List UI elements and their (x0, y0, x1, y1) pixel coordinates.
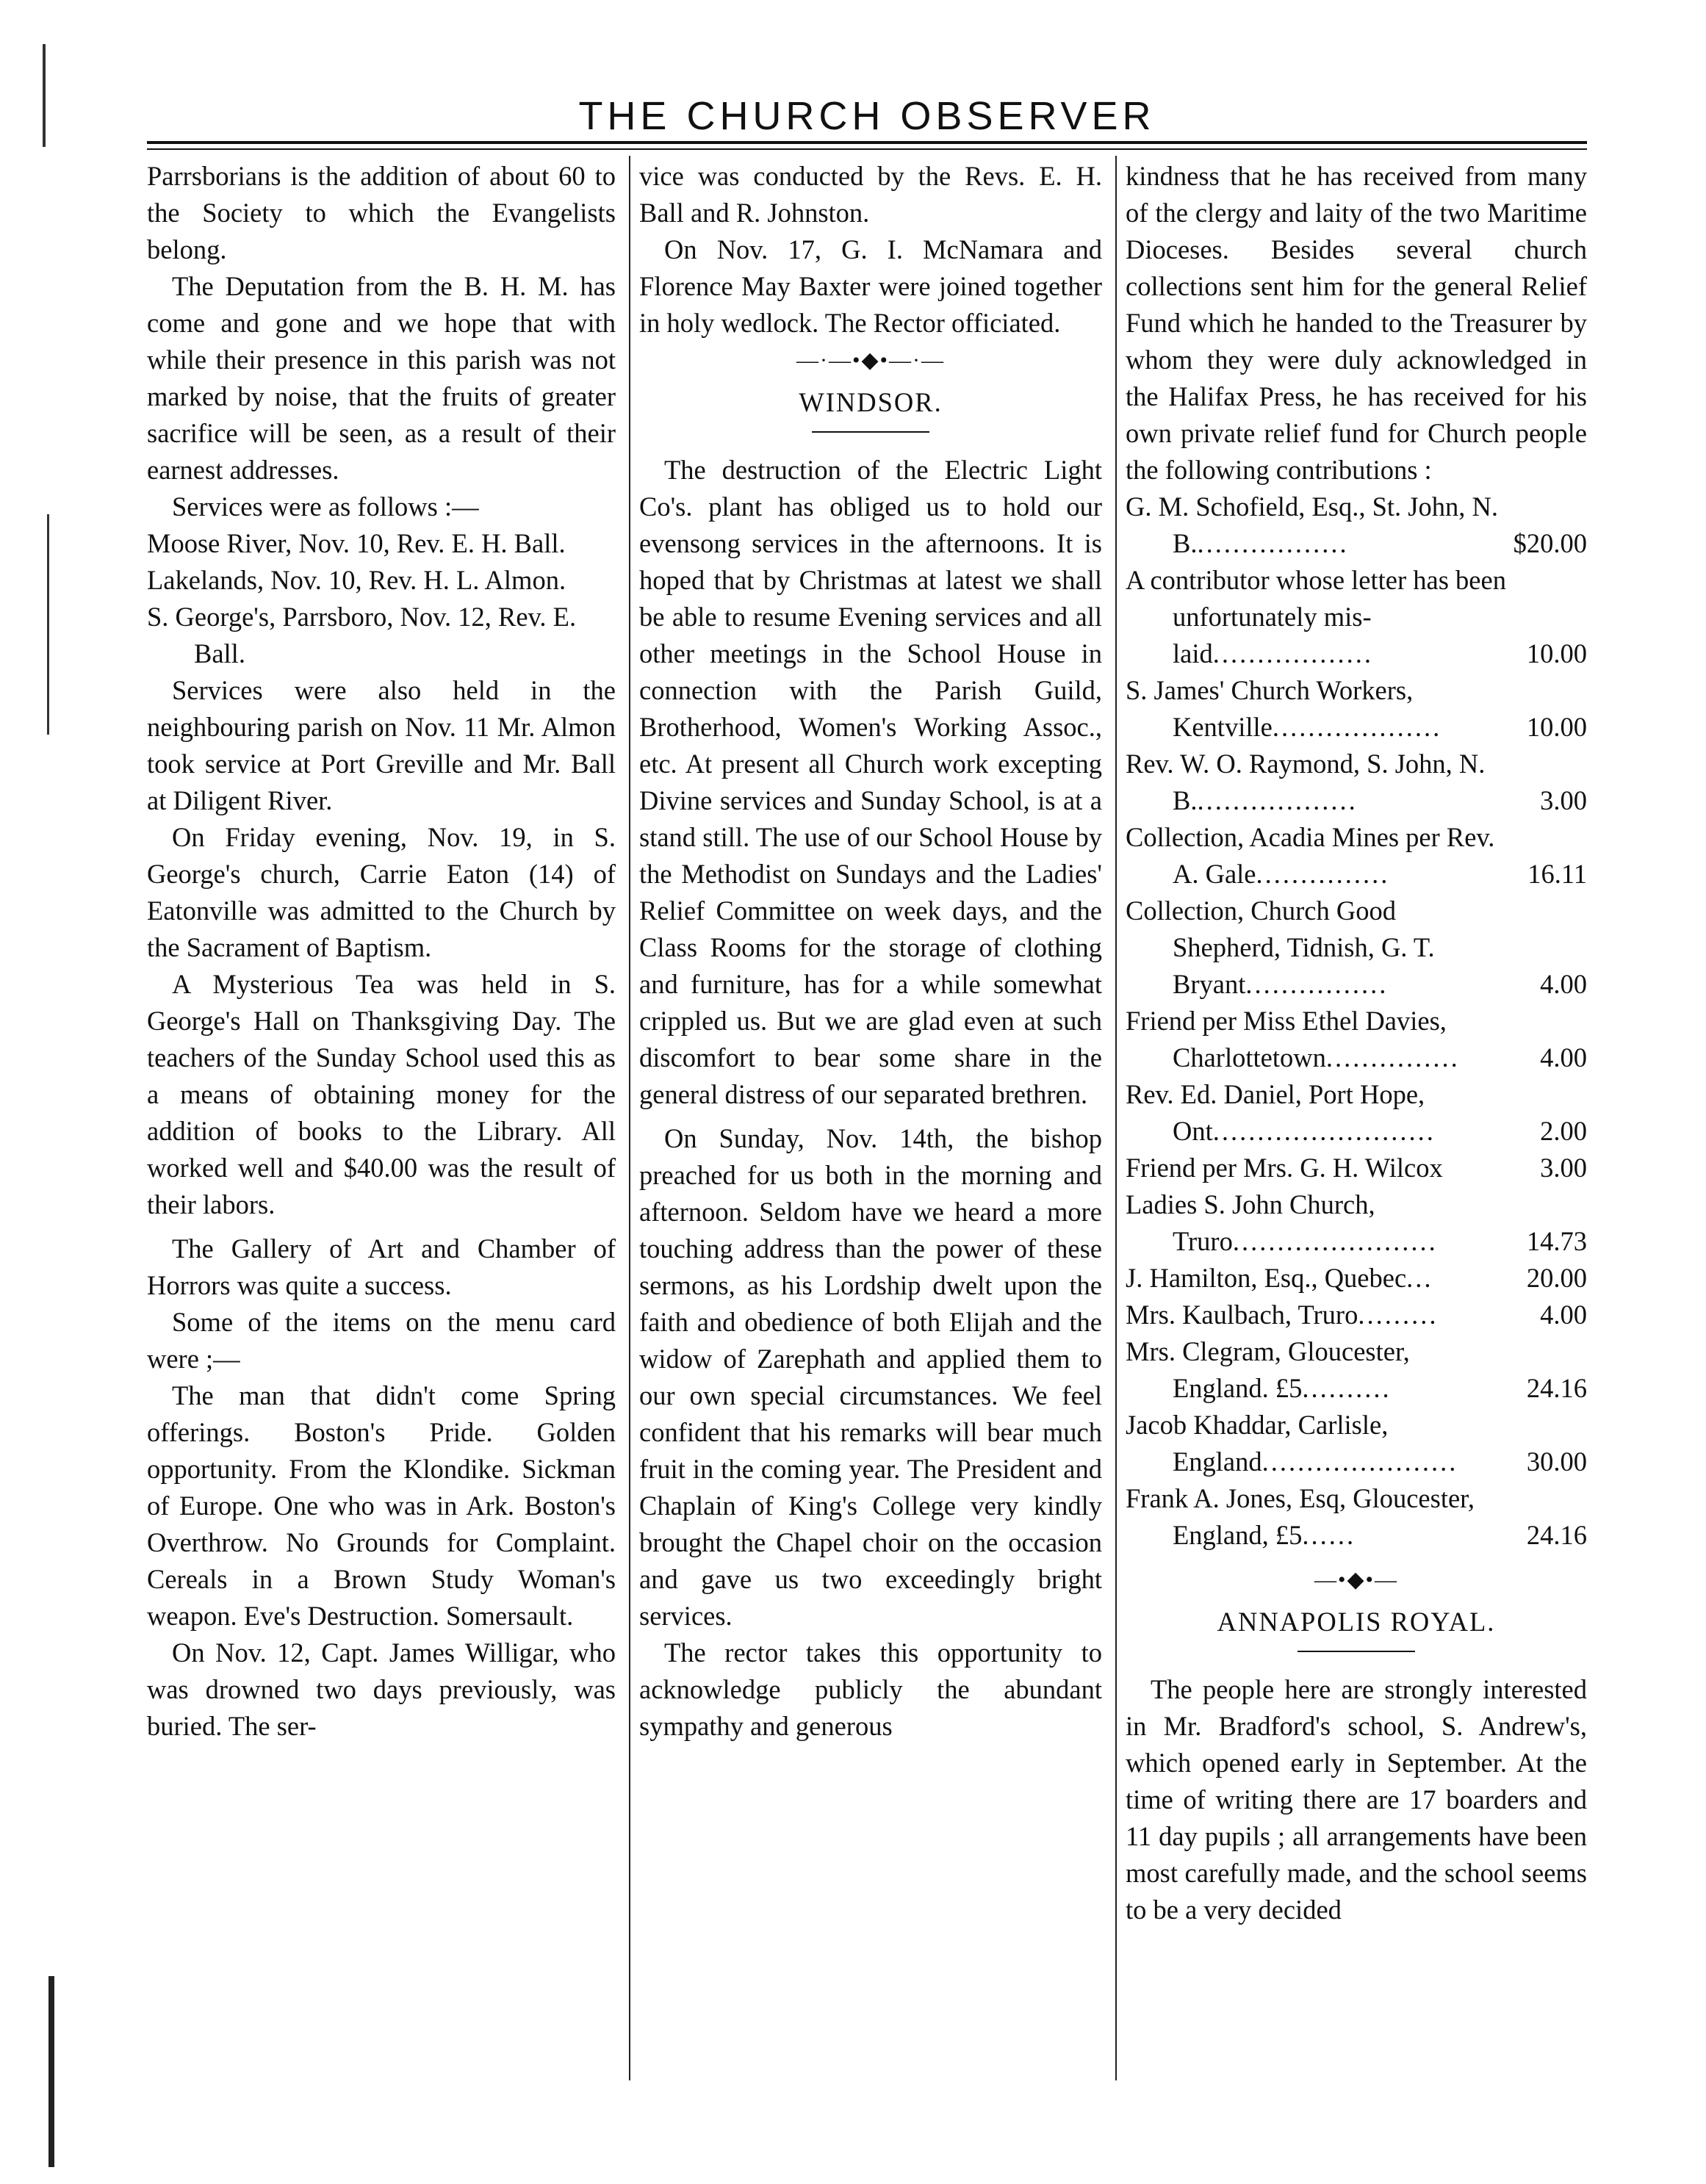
heading-rule (1298, 1651, 1415, 1652)
contribution-amount: 24.16 (1526, 1520, 1587, 1550)
heading-rule (812, 431, 929, 433)
masthead-rule (147, 141, 1587, 144)
dot-leader: ............... (1256, 859, 1390, 889)
column-2 (639, 158, 1102, 1745)
contributions-list (1126, 489, 1587, 1554)
scan-edge-mark (47, 514, 49, 735)
contribution-entry (1126, 893, 1587, 1003)
paragraph: A Mysterious Tea was held in S. George's Hall on Thanksgiving Day. The teachers of the Sunday School used this as a means of obtaining money for the addition of books to the Library. All worked well and $40.00 was the result of their labors. (147, 969, 616, 1219)
contributor-text: Rev. Ed. Daniel, Port Hope, Ont (1126, 1079, 1425, 1146)
paragraph: The man that didn't come Spring offerings. Boston's Pride. Golden opportunity. From the Klondike. Sickman of Europe. One who was in Ark. Boston's Overthrow. No Grounds for Complaint. Cereals in a Brown Study Woman's weapon. Eve's Destruction. Somersault. (147, 1380, 616, 1631)
column-3 (1126, 158, 1587, 1928)
service-entry: Lakelands, Nov. 10, Rev. H. L. Almon. (147, 565, 566, 595)
dot-leader: ...... (1302, 1520, 1356, 1550)
dot-leader: .......... (1302, 1373, 1392, 1403)
paragraph: Services were also held in the neighbouring parish on Nov. 11 Mr. Almon took service at Port Greville and Mr. Ball at Diligent River. (147, 675, 616, 815)
contribution-entry (1126, 489, 1587, 562)
section-heading: ANNAPOLIS ROYAL. (1217, 1607, 1496, 1637)
scan-edge-mark (48, 1976, 54, 2167)
contributor-name (1126, 1150, 1587, 1186)
column-1 (147, 158, 616, 1745)
contributor-text: G. M. Schofield, Esq., St. John, N. B. (1126, 491, 1498, 558)
contribution-amount: 4.00 (1540, 969, 1587, 999)
contributor-text: Rev. W. O. Raymond, S. John, N. B. (1126, 749, 1486, 815)
paragraph: On Sunday, Nov. 14th, the bishop preached for us both in the morning and afternoon. Seldom have we heard a more touching address than the power of these sermons, as his Lordship dwelt upon the faith and obedience of both Elijah and the widow of Zarephath and applied them to our own special circumstances. We feel confident that his remarks will bear much fruit in the coming year. The President and Chaplain of King's College very kindly brought the Chapel choir on the occasion and gave us two exceedingly bright services. (639, 1123, 1102, 1631)
contribution-amount: 4.00 (1540, 1300, 1587, 1330)
dot-leader: ......................... (1212, 1116, 1436, 1146)
contribution-entry (1126, 672, 1587, 746)
contribution-amount: 4.00 (1540, 1042, 1587, 1073)
contributor-text: Ladies S. John Church, Truro (1126, 1189, 1375, 1256)
contribution-entry (1126, 1407, 1587, 1480)
contributor-name (1126, 562, 1587, 672)
contributor-name (1126, 746, 1587, 819)
paragraph: Parrsborians is the addition of about 60 to the Society to which the Evangelists belong. (147, 161, 616, 264)
contribution-amount: 3.00 (1540, 1153, 1587, 1183)
column-divider (629, 156, 630, 2080)
contribution-entry (1126, 1333, 1587, 1407)
dot-leader: .................. (1197, 785, 1358, 815)
masthead-rule-thin (147, 148, 1587, 150)
contributor-text: S. James' Church Workers, Kentville (1126, 675, 1414, 742)
paragraph: The Gallery of Art and Chamber of Horrors was quite a success. (147, 1233, 616, 1300)
masthead-title: THE CHURCH OBSERVER (578, 94, 1156, 138)
contributor-name (1126, 1333, 1587, 1407)
section-ornament: —·—•◆•—·— (796, 348, 946, 372)
dot-leader: ...................... (1261, 1446, 1458, 1477)
paragraph: The people here are strongly interested in Mr. Bradford's school, S. Andrew's, which opened early in September. At the time of writing there are 17 boarders and 11 day pupils ; all arrangements have been most carefully made, and the school seems to be a very decided (1126, 1674, 1587, 1925)
dot-leader: ... (1406, 1263, 1433, 1293)
contributor-text: A contributor whose letter has been unfortunately mis-laid (1126, 565, 1506, 668)
contribution-amount: 16.11 (1527, 859, 1587, 889)
dot-leader: ......... (1358, 1300, 1439, 1330)
contributor-text: Mrs. Kaulbach, Truro (1126, 1300, 1358, 1330)
dot-leader: ................... (1272, 712, 1442, 742)
contributor-name (1126, 1076, 1587, 1150)
contributor-text: J. Hamilton, Esq., Quebec (1126, 1263, 1407, 1293)
paragraph: The Deputation from the B. H. M. has come and gone and we hope that with while their presence in this parish was not marked by noise, that the fruits of greater sacrifice will be seen, as a result of their earnest addresses. (147, 271, 616, 485)
contribution-entry (1126, 1480, 1587, 1554)
contribution-amount: 10.00 (1526, 712, 1587, 742)
contributor-name (1126, 672, 1587, 746)
contributor-text: Jacob Khaddar, Carlisle, England (1126, 1410, 1389, 1477)
paragraph: Services were as follows :— (172, 491, 479, 522)
contributor-name (1126, 819, 1587, 893)
dot-leader: ................ (1245, 969, 1389, 999)
contribution-entry (1126, 1003, 1587, 1076)
contribution-amount: 20.00 (1526, 1263, 1587, 1293)
contributor-text: Collection, Acadia Mines per Rev. A. Gale (1126, 822, 1495, 889)
contribution-amount: $20.00 (1513, 528, 1587, 558)
paragraph: On Nov. 12, Capt. James Willigar, who was drowned two days previously, was buried. The ser- (147, 1637, 616, 1741)
contribution-entry (1126, 819, 1587, 893)
section-heading: WINDSOR. (799, 387, 943, 417)
contribution-entry (1126, 562, 1587, 672)
contributor-name (1126, 1407, 1587, 1480)
contributor-text: Mrs. Clegram, Gloucester, England. £5 (1126, 1336, 1410, 1403)
contribution-amount: 24.16 (1526, 1373, 1587, 1403)
contribution-amount: 10.00 (1526, 638, 1587, 668)
contributor-name (1126, 893, 1587, 1003)
dot-leader: ............... (1325, 1042, 1460, 1073)
contribution-entry (1126, 1260, 1587, 1297)
contribution-entry (1126, 1297, 1587, 1333)
scan-edge-mark (43, 44, 46, 147)
contribution-entry (1126, 1150, 1587, 1186)
contributor-text: Collection, Church Good Shepherd, Tidnish, G. T. Bryant (1126, 895, 1435, 999)
contribution-entry (1126, 746, 1587, 819)
contribution-amount: 14.73 (1526, 1226, 1587, 1256)
paragraph: On Friday evening, Nov. 19, in S. George's church, Carrie Eaton (14) of Eatonville was admitted to the Church by the Sacrament of Baptism. (147, 822, 616, 962)
dot-leader: ....................... (1232, 1226, 1438, 1256)
contributor-text: Frank A. Jones, Esq, Gloucester, England, £5 (1126, 1483, 1475, 1550)
contribution-amount: 2.00 (1540, 1116, 1587, 1146)
dot-leader: .................. (1212, 638, 1373, 668)
section-ornament: —•◆•— (1314, 1568, 1399, 1592)
contribution-amount: 3.00 (1540, 785, 1587, 815)
contributor-name (1126, 1003, 1587, 1076)
dot-leader: ................. (1197, 528, 1349, 558)
column-divider (1115, 156, 1117, 2080)
contributor-name (1126, 1186, 1587, 1260)
contribution-amount: 30.00 (1526, 1446, 1587, 1477)
paragraph: Some of the items on the menu card were ;— (147, 1307, 616, 1374)
contributor-text: Friend per Mrs. G. H. Wilcox (1126, 1153, 1443, 1183)
contributor-name (1126, 1480, 1587, 1554)
contribution-entry (1126, 1076, 1587, 1150)
contributor-name (1126, 1260, 1587, 1297)
service-entry: S. George's, Parrsboro, Nov. 12, Rev. E. Ball. (147, 602, 577, 668)
paragraph: On Nov. 17, G. I. McNamara and Florence May Baxter were joined together in holy wedlock. The Rector officiated. (639, 234, 1102, 338)
contributor-name (1126, 1297, 1587, 1333)
contribution-entry (1126, 1186, 1587, 1260)
paragraph: vice was conducted by the Revs. E. H. Ball and R. Johnston. (639, 161, 1102, 228)
service-entry: Moose River, Nov. 10, Rev. E. H. Ball. (147, 528, 566, 558)
paragraph: The rector takes this opportunity to acknowledge publicly the abundant sympathy and generous (639, 1637, 1102, 1741)
paragraph: The destruction of the Electric Light Co's. plant has obliged us to hold our evensong services in the afternoons. It is hoped that by Christmas at latest we shall be able to resume Evening services and all other meetings in the School House in connection with the Parish Guild, Brotherhood, Women's Working Assoc., etc. At present all Church work excepting Divine services and Sunday School, is at a stand still. The use of our School House by the Methodist on Sundays and the Ladies' Relief Committee on week days, and the Class Rooms for the storage of clothing and furniture, has for a while somewhat crippled us. But we are glad even at such discomfort to bear some share in the general distress of our separated brethren. (639, 455, 1102, 1109)
contributor-text: Friend per Miss Ethel Davies, Charlottetown (1126, 1006, 1447, 1073)
paragraph: kindness that he has received from many of the clergy and laity of the two Maritime Dioceses. Besides several church collections sent him for the general Relief Fund which he handed to the Treasurer by whom they were duly acknowledged in the Halifax Press, he has received for his own private relief fund for Church people the following contributions : (1126, 161, 1587, 485)
